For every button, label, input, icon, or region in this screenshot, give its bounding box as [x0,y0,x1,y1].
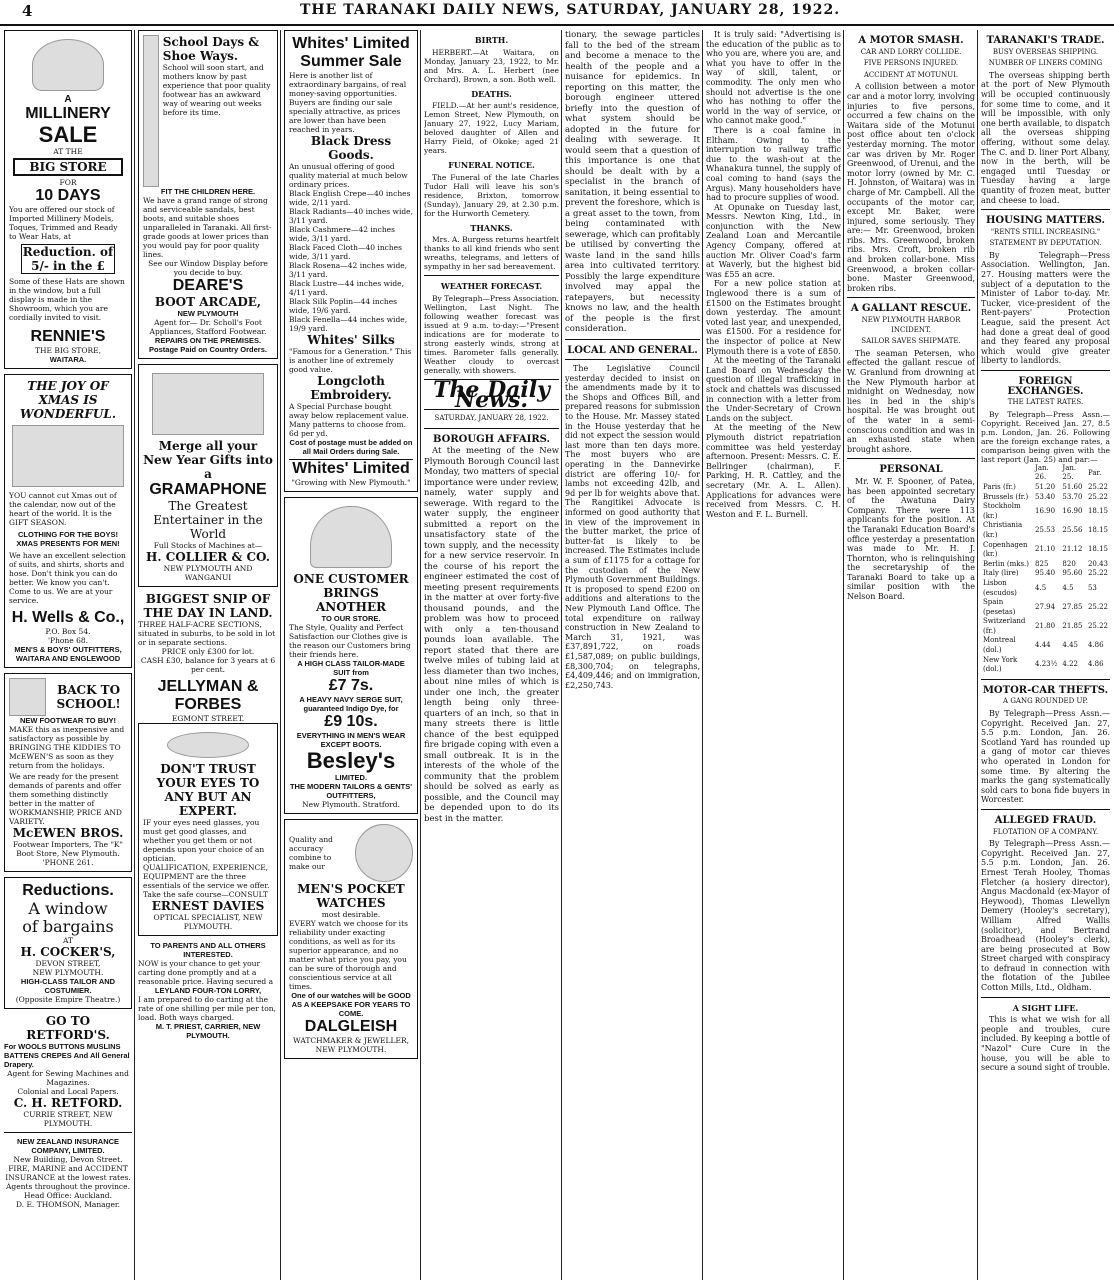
boots-illustration [9,678,46,716]
table-row [981,617,1110,636]
deare-name: DEARE'S [172,277,244,294]
thanks-head: THANKS. [470,222,513,233]
snip-body: THREE HALF-ACRE SECTIONS, situated in suburbs, to be sold in lot or in separate sections. [138,620,276,647]
eye-illustration [167,732,249,758]
local-text: The Legislative Council yesterday decided to insist on the amendments made by it to the Shops and Offices Bill, and prepared reasons for submission to the House. Mr. Massey stated in the House yesterday that he did not expect the session would last more than ten days more. The most buyers who are operating in the Dannevirke district are offering 10/- for lambs not exceeding 42lb, and 9d per lb for weights above that. The Rangitikei Advocate is informed on good authority that in view of the improvement in the butter market, the price of butter-fat is likely to be increased. The Estimates include a sum of £1175 for a cottage for the custodian of the New Plymouth Government Buildings. It is proposed to spend £200 on additions and alterations to the New Plymouth Land Office. The total expenditure on railway construction in New Zealand to March 31, 1921, was £37,891,722, on roads £1,587,089; on public buildings, £8,300,704; on telegraphs, £4,409,446; and on immigration, £2,250,743. [565,364,700,690]
table-cell: 25.22 [1087,602,1108,611]
smash-sub2: FIVE PERSONS INJURED. [863,59,959,68]
jellyman-addr: EGMONT STREET. [171,714,245,723]
store-tag: THE BIG STORE, [34,345,102,355]
personal-text: Mr. W. F. Spooner, of Patea, has been appointed secretary of the Awatuna Dairy Company. There were 113 applicants for the position. At the Taranaki Education Board's office yesterday a presentation was made to Mr. H. J. Thornton, who is relinquishing the secretaryship of the Taranaki Board to take up a similar position with the Nelson Board. [847,476,975,602]
jellyman-name: JELLYMAN & FORBES [157,678,259,713]
table-cell: 4.5 [1035,583,1047,592]
ad-days: 10 DAYS [35,186,101,204]
table-cell: 4.86 [1087,660,1104,669]
collier-addr: NEW PLYMOUTH AND WANGANUI [163,564,253,582]
personal-head: PERSONAL [879,464,943,476]
thefts-head: MOTOR-CAR THEFTS. [982,684,1109,696]
ad-reduction: Reduction. of 5/- in the £ [22,244,114,273]
table-cell: New York (dol.) [983,655,1018,674]
table-cell: 95.60 [1062,569,1083,578]
news-item: There is a coal famine in Eltham. Owing to the interruption to railway traffic due to the wash-out at the Whanakura tunnel, the supply of coal coming to hand (says the Argus). Many householders have had to procure supplies of wood. [706,125,841,203]
exchange-intro: By Telegraph—Press Assn.—Copyright. Received Jan. 27, 8.5 p.m. London, Jan. 26. Following are the foreign exchange rates, a comparison being given with the last report (Jan. 25) and par:— [981,409,1110,464]
reductions-addr1: DEVON STREET, [35,958,101,968]
dalgleish-name: DALGLEISH [304,1018,398,1035]
smash-sub3: ACCIDENT AT MOTUNUI. [863,70,959,79]
snip-title: BIGGEST SNIP OF THE DAY IN LAND. [143,592,273,620]
table-cell: 4.23½ [1035,660,1058,669]
housing-sub2: STATEMENT BY DEPUTATION. [989,239,1102,248]
reductions-addr3: HIGH-CLASS TAILOR AND COSTUMIER. [20,976,116,995]
school-b2: We are ready for the present demands of parents and offer them something distinctly better in the matter of WORKMANSHIP, PRICE AND VARIETY. [9,771,122,826]
table-cell: 25.22 [1087,492,1108,501]
table-cell: 16.90 [1062,506,1083,515]
ad-for: FOR [59,177,77,187]
local-head: LOCAL AND GENERAL. [567,344,698,356]
eyes-body: IF your eyes need glasses, you must get good glasses, and whether you get them or not depends upon your choice of an optician. [143,818,265,863]
table-cell: 18.15 [1087,545,1108,554]
table-row [981,560,1110,570]
table-cell: 53 [1087,583,1097,592]
table-cell: Lisbon (escudos) [983,578,1017,597]
gramaphone-l2: The Greatest Entertainer in the World [153,499,263,541]
school-days-ad [138,30,278,359]
retford-name: C. H. RETFORD. [13,1095,123,1110]
besley-body: The Style, Quality and Perfect Satisfaction our Clothes give is the reason our Customers bring their friends here. [289,623,411,659]
column-7 [847,30,975,1280]
reductions-addr4: (Opposite Empire Theatre.) [15,994,121,1004]
table-cell: 25.56 [1062,526,1083,535]
table-cell: 4.5 [1062,583,1074,592]
column-2 [138,30,278,1280]
table-cell: Montreal (dol.) [983,636,1016,655]
table-cell: 51.60 [1062,482,1083,491]
besley-navy: A HEAVY NAVY SERGE SUIT, guaranteed Indigo Dye, for [299,695,403,713]
besley-suit-price: £7 7s. [328,677,374,694]
births-text: HERBERT.—At Waitara, on Monday, January 23, 1922, to Mr. and Mrs. A. L. Herbert (nee Orchard), Brown, a son. Both well. [424,47,559,84]
exchange-sub: THE LATEST RATES. [1007,398,1084,407]
ins-3: FIRE, MARINE and ACCIDENT INSURANCE at the lowest rates. Agents throughout the province. [5,1163,131,1191]
whites-item: Black Lustre—44 inches wide, 4/11 yard. [289,279,405,297]
table-cell: 18.15 [1087,526,1108,535]
fit-children: FIT THE CHILDREN HERE. [160,187,256,196]
news-item: At Opunake on Tuesday last, Messrs. Newton King, Ltd., in conjunction with the New Zealand Loan and Mercantile Agency Company, offered at auction Mr. Oliver Coad's farm at Waverly, but the highest bid was £55 an acre. [706,202,841,279]
school-days-b3: See our Window Display before you decide to buy. [148,259,268,277]
table-cell: 16.90 [1035,506,1056,515]
retford-ad [4,1014,132,1209]
retford-agent: Agent for Sewing Machines and Magazines. [7,1068,129,1087]
table-cell: 25.22 [1087,569,1108,578]
whites-item: Black Cashmere—42 inches wide, 3/11 yard. [289,225,395,243]
table-cell: 53.70 [1062,492,1083,501]
rescue-sub2: SAILOR SAVES SHIPMATE. [861,337,961,346]
table-row [981,483,1110,493]
gramaphone-l1: Merge all your New Year Gifts into a [143,439,273,481]
whites-ad [284,30,418,492]
whites-item: Black Faced Cloth—40 inches wide, 3/11 yard. [289,243,402,261]
table-row [981,493,1110,503]
trade-head: TARANAKI'S TRADE. [986,35,1105,46]
table-cell: 4.44 [1035,641,1051,650]
table-cell: 51.20 [1035,482,1056,491]
reductions-w1: A window [28,898,108,918]
table-row [981,579,1110,598]
xmas-addr4: WAITARA AND ENGLEWOOD [15,653,121,663]
deaths-text: FIELD.—At her aunt's residence, Lemon Street, New Plymouth, on January 27, 1922, Lucy Mariam, beloved daughter of Allen and Harry Field, of Okoke; aged 21 years. [424,101,559,156]
table-cell: Brussels (fr.) [983,492,1029,501]
man-illustration [310,506,392,568]
deare-town: NEW PLYMOUTH [177,309,239,318]
table-header [981,464,1033,483]
whites-footer2: "Growing with New Plymouth." [291,478,411,487]
table-cell: Switzerland (fr.) [983,617,1026,635]
newspaper-title: THE TARANAKI DAILY NEWS, SATURDAY, JANUARY 28, 1922. [300,2,841,18]
table-cell: 4.45 [1062,641,1078,650]
whites-silks-body: "Famous for a Generation." This is another line of extremely good value. [289,347,412,374]
eyes-title: DON'T TRUST YOUR EYES TO ANY BUT AN EXPERT. [156,762,260,818]
whites-item: Black English Crepe—40 inches wide, 2/11 yard. [289,189,411,207]
fraud-head: ALLEGED FRAUD. [994,814,1097,826]
whites-item: Black Fenella—44 inches wide, 19/9 yard. [289,315,408,333]
watches-title: MEN'S POCKET WATCHES [297,882,405,910]
reductions-w2: of bargains [22,916,114,936]
millinery-ad [4,30,132,369]
table-cell: 21.10 [1035,545,1056,554]
table-header: Jan. 25. [1062,463,1077,482]
xmas-addr1: P.O. Box 54. [45,626,91,636]
snip-price: PRICE only £300 for lot. [161,647,255,656]
sight-head: A SIGHT LIFE. [1012,1002,1079,1013]
table-cell: 25.53 [1035,526,1056,535]
sight-text: This is what we wish for all people and troubles, cure included. By keeping a bottle of "Nazol" Cure Cure in the house, you will be able to secure a sound sight of trouble. [981,1015,1110,1073]
exchange-table [981,464,1110,675]
fraud-sub: FLOTATION OF A COMPANY. [992,827,1099,836]
table-row [981,521,1110,540]
table-row [981,502,1110,521]
table-cell: 95.40 [1035,569,1056,578]
table-cell: 825 [1035,559,1049,568]
watch-illustration [355,824,413,882]
table-cell: Christiania (kr.) [983,521,1023,539]
lorry-ad [138,941,278,1040]
shoe-illustration [143,35,159,187]
table-row [981,541,1110,560]
smash-sub1: CAR AND LORRY COLLIDE. [860,47,962,56]
reductions-ad [4,877,132,1009]
funeral-text: The Funeral of the late Charles Tudor Hall will leave his son's residence, Brixton, tomorrow (Sunday), January 29, at 2.30 p.m. for the Hurworth Cemetery. [424,172,559,218]
daily-news-masthead: The Daily News. [433,376,550,413]
whites-dress: Black Dress Goods. [310,134,392,162]
rescue-text: The seaman Petersen, who effected the gallant rescue of W. Granlund from drowning at the New Plymouth harbor at midnight on Wednesday, now lies in bed in the ship's hospital. He was brought out of the water in a semi-conscious condition and was in an exhausted state when brought ashore. [847,348,975,454]
whites-dress-body: An unusual offering of good quality material at much below ordinary prices. [289,162,408,189]
table-cell: 4.86 [1087,641,1104,650]
school-days-b2: We have a grand range of strong and serviceable sandals, best boots, and suitable shoes unparalleled in Taranaki. All first-grade goods at lower prices than you would pay for poor quality lines. [143,196,272,259]
table-cell: 18.15 [1087,506,1108,515]
thefts-text: By Telegraph—Press Assn.—Copyright. Received Jan. 27, 5.5 p.m. London, Jan. 26. Scotland Yard has rounded up a gang of motor car thieves who operated in London for some time. By altering the marks the gang systematically sold cars to bona fide buyers in Worcester. [981,709,1110,805]
ad-note: Some of these Hats are shown in the window, but a full display is made in the Showroom, which you are cordially invited to visit. [9,276,125,322]
table-cell: 21.12 [1062,545,1083,554]
store-banner: BIG STORE [13,158,123,176]
lady-hat-illustration [32,39,104,91]
table-row [981,598,1110,617]
children-illustration [12,425,124,487]
births-head: BIRTH. [474,35,509,45]
table-cell: 20.43 [1087,559,1108,568]
ins-4: Head Office: Auckland. [24,1190,112,1200]
table-cell: Berlin (mks.) [983,559,1030,568]
davies-name: ERNEST DAVIES [151,899,265,913]
table-row [981,656,1110,675]
table-cell: Italy (lire) [983,569,1019,578]
besley-ad [284,497,418,814]
news-item: At the meeting of the Taranaki Land Board on Wednesday the question of illegal trafficking in stock and chattels was discussed in connection with a letter from the Under-Secretary of Crown Lands on the subject. [706,356,841,423]
retford-addr: CURRIE STREET, NEW PLYMOUTH. [23,1109,113,1128]
school-sub: NEW FOOTWEAR TO BUY! [19,715,117,725]
table-cell: Paris (fr.) [983,482,1016,491]
rescue-sub1: NEW PLYMOUTH HARBOR INCIDENT. [861,316,961,334]
table-row [981,636,1110,655]
whites-footer: Whites' Limited [289,459,413,478]
whites-item: Black Radiants—40 inches wide, 3/11 yard. [289,207,413,225]
dalgleish-addr: WATCHMAKER & JEWELLER, NEW PLYMOUTH. [292,1036,410,1054]
smash-head: A MOTOR SMASH. [858,35,964,46]
table-cell: 25.22 [1087,482,1108,491]
xmas-store: H. Wells & Co., [11,608,125,626]
lorry-b2: I am prepared to do carting at the rate of one shilling per mile per ton, load. Both ways charged. [138,995,276,1022]
table-cell: 21.85 [1062,622,1083,631]
ins-title: NEW ZEALAND INSURANCE COMPANY, LIMITED. [16,1136,120,1155]
watches-sub: most desirable. [321,910,381,919]
watches-l1: Quality and accuracy combine to make our [289,835,333,871]
whites-intro: Here is another list of extraordinary bargains, of real money-saving opportunities. Buyers are finding our sale specially attractive, as prices are lower than have been reached in years. [289,71,407,134]
column-4 [424,30,559,1280]
watches-guar: One of our watches will be GOOD AS A KEEPSAKE FOR YEARS TO COME. [291,991,411,1018]
fraud-text: By Telegraph—Press Assn.—Copyright. Received Jan. 27, 5.5 p.m. London, Jan. 26. Ernest Terah Hooley, Thomas Fletcher (a hosiery director), Angus Macdonald (ex-Mayor of Heywood), Thomas Llewellyn Demery (Hooley's secretary), William Alfred Wallis (solicitor), and Bertrand Broadhead (Hooley's clerk), are being prosecuted at Bow Street charged with conspiracy to defraud in connection with the flotation of the Jubilee Cotton Mills, Ltd., Oldham. [981,839,1110,993]
lorry-name: LEYLAND FOUR-TON LORRY, [154,986,262,995]
gramaphone-illustration [152,373,264,435]
column-8 [981,30,1110,1280]
reductions-store: H. COCKER'S, [20,944,116,959]
gramaphone-l3: Full Stocks of Machines at— [153,541,263,550]
table-cell: 27.85 [1062,602,1083,611]
table-cell: Stockholm (kr.) [983,502,1021,520]
column-3 [284,30,418,1280]
snip-ad [138,592,278,723]
ins-agent: D. E. THOMSON, Manager. [15,1199,121,1209]
borough-text: At the meeting of the New Plymouth Borough Council last Monday, two matters of special importance were under review, namely, water supply and sewerage. With regard to the water supply, the engineer submitted a report on the unsatisfactory state of the town supply, and the necessity for a new service reservoir. In the course of his report the engineer estimated the cost of meeting present requirements in the matter at over forty-five thousand pounds, and the problem was how to proceed with only a ten-thousand pounds loan available. The report stated that there are twelve miles of tubing laid at less diameter than two inches, about nine miles of which is under one inch, the greater length being only three-quarters of an inch, so that in many streets there is little chance of the best equipped fire brigade coping with even a small outbreak. It is in the interests of the whole of the community that the problem should be solved as early as possible, and the Council may be depended upon to do its best in the matter. [424,446,559,824]
besley-sub: TO OUR STORE. [321,614,381,623]
ad-title: MILLINERY [25,104,111,122]
ad-body: You are offered our stock of Imported Millinery Models, Toques, Trimmed and Ready to Wear Hats, at [9,204,118,241]
besley-name: Besley's [306,748,396,773]
lorry-body: NOW is your chance to get your carting done promptly and at a reasonable price. Having secured a [138,959,274,986]
funeral-head: FUNERAL NOTICE. [448,160,535,171]
borough-continued: tionary, the sewage particles fall to the bed of the stream and become a menace to the health of the people and a nuisance for epidemics. In reporting on this matter, the borough engineer uttered briefly into the question of what system should be adopted in the future for dealing with sewerage. It would seem that a question of this importance is one that should be dealt with by a specialist in the branch of sanitation, it being essential to prevent the foreshore, which is a great asset to the town, from being contaminated with sewerage, which can profitably be utilised by converting the waste land in the sand hills area into cultivated territory. Possibly the large expenditure involved may appal the ratepayers, but necessity knows no law, and the health of the people is the first consideration. [565,30,700,334]
deare-repairs: REPAIRS ON THE PREMISES. Postage Paid on Country Orders. [149,336,267,354]
xmas-addr2: 'Phone 68. [47,635,89,645]
table-cell: 21.80 [1035,622,1056,631]
besley-navy-price: £9 10s. [324,713,378,730]
table-header: Jan. 26. [1035,463,1049,482]
besley-ltd: LIMITED. [334,773,368,782]
whites-item: Black Rosena—42 inches wide, 3/11 yard. [289,261,408,279]
lorry-sign: M. T. PRIEST, CARRIER, NEW PLYMOUTH. [155,1022,261,1040]
whites-silks: Whites' Silks [307,333,395,347]
school-addr: Footwear Importers, The "K" Boot Store, New Plymouth. 'PHONE 261. [13,839,123,867]
thefts-sub: A GANG ROUNDED UP. [1003,697,1088,706]
school-ad [4,673,132,872]
deare-arcade: BOOT ARCADE, [154,295,262,309]
snip-cash: CASH £30, balance for 3 years at 6 per cent. [140,656,276,674]
whites-emb-body: A Special Purchase bought away below replacement value. Many patterns to choose from. 6d per yd. [289,402,409,438]
school-days-title: School Days & Shoe Ways. [162,35,260,63]
table-cell: Copenhagen (kr.) [983,540,1028,559]
xmas-ad [4,374,132,668]
besley-tag: THE MODERN TAILORS & GENTS' OUTFITTERS, [289,782,413,800]
retford-title: GO TO RETFORD'S. [26,1013,110,1042]
xmas-b2: CLOTHING FOR THE BOYS! XMAS PRESENTS FOR MEN! [16,529,120,548]
ad-sale: SALE [38,121,98,147]
table-row [981,569,1110,579]
whites-item: Black Silk Poplin—44 inches wide, 19/6 yard. [289,297,398,315]
besley-wear: EVERYTHING IN MEN'S WEAR EXCEPT BOOTS. [296,731,406,749]
gramaphone-name: GRAMAPHONE [149,481,267,498]
housing-sub1: "RENTS STILL INCREASING." [990,227,1101,236]
trade-sub2: NUMBER OF LINERS COMING [988,59,1103,68]
table-cell: 820 [1062,559,1076,568]
store-town: WAITARA. [49,354,87,364]
trade-sub1: BUSY OVERSEAS SHIPPING. [992,47,1099,56]
news-item: It is truly said: "Advertising is the education of the public as to who you are, where you are, and what you have to offer in the way of skill, talent, or commodity. The only men who should not advertise is the one who has nothing to offer the world in the way of service, or who cannot make good." [706,30,841,126]
collier-name: H. COLLIER & CO. [146,550,270,564]
column-5 [565,30,700,1280]
deare-agent: Agent for— Dr. Scholl's Foot Appliances, Stafford Footwear. [149,318,267,336]
deaths-head: DEATHS. [471,88,512,99]
column-6 [706,30,841,1280]
trade-text: The overseas shipping berth at the port of New Plymouth will be occupied continuously for some time to come, and it will be impossible, with only one berth available, to dispatch all the overseas shipping offering, without some delay. The C. and D. liner Port Albany, now in the berth, will be engaged until Tuesday or Tuesday having a large quantity of frozen meat, butter and cheese to load. [981,70,1110,205]
besley-town: New Plymouth. Stratford. [302,800,400,809]
whites-title: Whites' Limited Summer Sale [292,35,410,70]
weather-head: WEATHER FORECAST. [440,281,543,292]
eyes-ad [138,723,278,936]
exchange-head: FOREIGN EXCHANGES. [1007,376,1084,397]
ins-2: New Building, Devon Street. [13,1154,123,1164]
ad-at-the: AT THE [53,146,83,156]
table-cell: 4.22 [1062,660,1078,669]
table-cell: 53.40 [1035,492,1056,501]
whites-cost: Cost of postage must be added on all Mail Orders during Sale. [289,438,413,456]
davies-addr: OPTICAL SPECIALIST, NEW PLYMOUTH. [153,913,263,931]
watches-ad [284,819,418,1059]
table-header-row [981,464,1110,483]
eyes-b2: QUALIFICATION, EXPERIENCE, EQUIPMENT are the three essentials of the service we offer. Take the safe course—CONSULT [143,863,270,899]
reductions-title: Reductions. [22,881,114,899]
besley-suit: A HIGH CLASS TAILOR-MADE SUIT from [297,659,405,677]
column-1 [4,30,132,1280]
whites-emb: Longcloth Embroidery. [310,374,392,402]
borough-head: BOROUGH AFFAIRS. [432,433,551,445]
rescue-head: A GALLANT RESCUE. [850,303,972,315]
school-title: BACK TO SCHOOL! [56,682,121,711]
school-days-body: School will soon start, and mothers know by past experience that poor quality footwear has an awkward way of wearing out weeks before its time. [162,63,271,117]
watches-body: EVERY watch we choose for its reliability under exacting conditions, as well as for its superior appearance, and no matter what price you pay, you can be sure of thorough and conscientious service at all times. [289,919,408,991]
news-item: At the meeting of the New Plymouth district repatriation committee was held yesterday afternoon. Present: Messrs. C. E. Bellringer (chairman), F. Parking, H. R. Cattley, and the secretary (Mr. A. L. Allen). Applications for advances were received from Messrs. C. H. Weston and F. L. Burnell. [706,423,841,519]
page-number: 4 [22,2,33,20]
table-cell: Spain (pesetas) [983,598,1016,616]
masthead-date: SATURDAY, JANUARY 28, 1922. [434,414,549,423]
masthead [0,0,1114,26]
xmas-title: THE JOY OF XMAS IS WONDERFUL. [19,378,117,421]
ad-a: A [64,94,72,105]
xmas-b3: We have an excellent selection of suits, and shirts, shorts and hose. Don't think you can do better. We know you can't. Come to us. We are at your service. [9,550,126,605]
housing-head: HOUSING MATTERS. [985,215,1106,227]
smash-text: A collision between a motor car and a motor lorry, involving injuries to five persons, occurred a few chains on the Waitara side of the Motunui post office about ten o'clock yesterday morning. The motor car was driven by Mr. Roger Greenwood, of Urenui, and the motor lorry (owned by Mr. C. H. Johnston, of Waitara) was in charge of Mr. Campbell. All the occupants of the motor car, except Mr. Baker, were injured, some seriously. They are:— Mr. Greenwood, broken ribs. Mrs. Greenwood, broken ribs. Mrs. Croft, broken rib and broken collar-bone. Miss Greenwood, a broken collar-bone. Master Greenwood, broken ribs. [847,82,975,293]
xmas-addr3: MEN'S & BOYS' OUTFITTERS, [14,644,122,654]
retford-colonial: Colonial and Local Papers. [17,1086,119,1096]
school-store: McEWEN BROS. [12,825,124,840]
reductions-addr2: NEW PLYMOUTH. [32,967,104,977]
weather-text: By Telegraph—Press Association. Wellington, Last Night. The following weather forecast was issued at 9 a.m. to-day:—"Present indications are for moderate to strong easterly winds, strong at times. Barometer falls generally. Weather cloudy to overcast generally, with showers. [424,293,559,375]
table-cell: 25.22 [1087,622,1108,631]
besley-title: ONE CUSTOMER BRINGS ANOTHER [293,572,409,614]
housing-text: By Telegraph—Press Association. Wellington, Jan. 27. Housing matters were the subject of a deputation to the Minister of Labor to-day. Mr. Tucker, vice-president of the Rent-payers' Protection League, said the present Act had done a great deal of good and they feared any proposal which would give greater liberty to landlords. [981,250,1110,366]
lorry-title: TO PARENTS AND ALL OTHERS INTERESTED. [150,941,266,959]
table-cell: 27.94 [1035,602,1056,611]
retford-list: For WOOLS BUTTONS MUSLINS BATTENS CREPES And All General Drapery. [4,1041,130,1069]
store-name: RENNIE'S [30,327,106,345]
xmas-body: YOU cannot cut Xmas out of the calendar, now out of the heart of the world. It is the GIFT SEASON. [9,490,117,527]
school-body: MAKE this as inexpensive and satisfactory as possible by BRINGING THE KIDDIES TO McEWEN'S as soon as they return from the holidays. [9,724,125,770]
reductions-at: AT [62,935,73,945]
news-item: For a new police station at Inglewood there is a sum of £1500 on the Estimates brought down yesterday. The amount voted last year, and unexpended, was £1500. For a residence for the inspector of police at New Plymouth there is a vote of £850. [706,279,841,356]
table-header: Par. [1087,468,1102,477]
gramaphone-ad [138,364,278,587]
thanks-text: Mrs. A. Burgess returns heartfelt thanks to all kind friends who sent wreaths, telegrams, and letters of sympathy in her sad bereavement. [424,235,559,272]
